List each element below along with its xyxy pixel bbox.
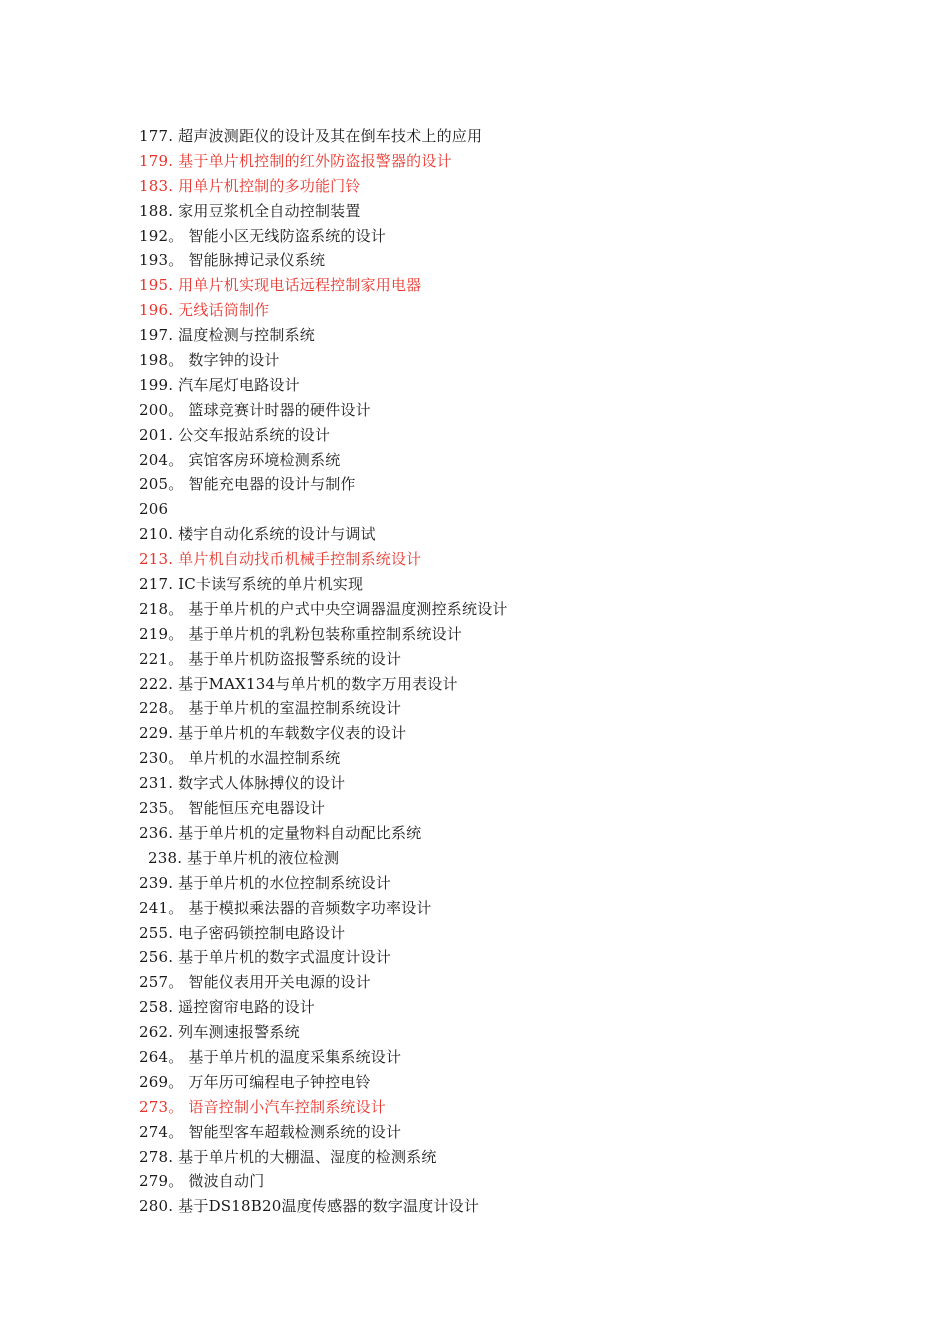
- list-item: 200。 篮球竞赛计时器的硬件设计: [139, 400, 371, 419]
- list-item: 219。 基于单片机的乳粉包装称重控制系统设计: [139, 624, 463, 643]
- list-item: 221。 基于单片机防盗报警系统的设计: [139, 649, 402, 668]
- list-item: 274。 智能型客车超载检测系统的设计: [139, 1122, 402, 1141]
- list-item: 231. 数字式人体脉搏仪的设计: [139, 774, 346, 793]
- list-item: 241。 基于模拟乘法器的音频数字功率设计: [139, 898, 432, 917]
- list-item: 235。 智能恒压充电器设计: [139, 799, 326, 818]
- list-item: 193。 智能脉搏记录仪系统: [139, 251, 326, 270]
- list-item: 256. 基于单片机的数字式温度计设计: [139, 948, 391, 967]
- list-item: 273。 语音控制小汽车控制系统设计: [139, 1097, 386, 1116]
- list-item: 239. 基于单片机的水位控制系统设计: [139, 873, 391, 892]
- list-item: 279。 微波自动门: [139, 1172, 265, 1191]
- list-item: 196. 无线话筒制作: [139, 301, 270, 320]
- topic-list: [139, 124, 899, 1219]
- list-item: 218。 基于单片机的户式中央空调器温度测控系统设计: [139, 599, 508, 618]
- list-item: 192。 智能小区无线防盗系统的设计: [139, 226, 386, 245]
- list-item: 269。 万年历可编程电子钟控电铃: [139, 1072, 371, 1091]
- list-item: 229. 基于单片机的车载数字仪表的设计: [139, 724, 407, 743]
- list-item: 197. 温度检测与控制系统: [139, 326, 315, 345]
- list-item: 217. IC卡读写系统的单片机实现: [139, 575, 364, 594]
- list-item: 264。 基于单片机的温度采集系统设计: [139, 1047, 402, 1066]
- list-item: 198。 数字钟的设计: [139, 351, 280, 370]
- list-item: 195. 用单片机实现电话远程控制家用电器: [139, 276, 422, 295]
- list-item: 230。 单片机的水温控制系统: [139, 749, 341, 768]
- list-item: 228。 基于单片机的室温控制系统设计: [139, 699, 402, 718]
- list-item: 258. 遥控窗帘电路的设计: [139, 998, 315, 1017]
- list-item: 262. 列车测速报警系统: [139, 1023, 300, 1042]
- list-item: 177. 超声波测距仪的设计及其在倒车技术上的应用: [139, 127, 483, 145]
- list-item: 206: [139, 500, 169, 519]
- list-item: 205。 智能充电器的设计与制作: [139, 475, 356, 494]
- list-item: 236. 基于单片机的定量物料自动配比系统: [139, 823, 422, 842]
- list-item: 213. 单片机自动找币机械手控制系统设计: [139, 550, 422, 569]
- list-item: 210. 楼宇自动化系统的设计与调试: [139, 525, 376, 544]
- list-item: 280. 基于DS18B20温度传感器的数字温度计设计: [139, 1197, 480, 1216]
- list-item: 238. 基于单片机的液位检测: [148, 848, 340, 867]
- list-item: 179. 基于单片机控制的红外防盗报警器的设计: [139, 151, 452, 170]
- list-item: 188. 家用豆浆机全自动控制装置: [139, 201, 361, 220]
- list-item: 204。 宾馆客房环境检测系统: [139, 450, 341, 469]
- list-item: 278. 基于单片机的大棚温、湿度的检测系统: [139, 1147, 437, 1166]
- list-item: 257。 智能仪表用开关电源的设计: [139, 973, 371, 992]
- list-item: 201. 公交车报站系统的设计: [139, 425, 331, 444]
- list-item: 255. 电子密码锁控制电路设计: [139, 923, 346, 942]
- list-item: 199. 汽车尾灯电路设计: [139, 375, 300, 394]
- list-item: 222. 基于MAX134与单片机的数字万用表设计: [139, 674, 458, 693]
- list-item: 183. 用单片机控制的多功能门铃: [139, 176, 361, 195]
